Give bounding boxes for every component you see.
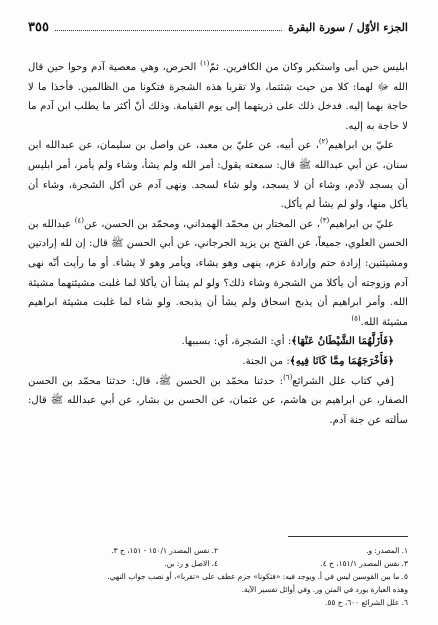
paragraph-4: [في كتاب علل الشرائع$^{(٦)}$: حدثنا محمّد بن الحسن ﷺ، قال: حدثنا محمّد بن الحسن الصفار، عن ابراهيم بن هاشم، عن عثمان، عن الحسن بن بشار، عن أبي عبدالله ﷺ قال: سألته عن جنة آدم.: [28, 373, 408, 426]
footnote-ref: (٥): [351, 314, 361, 323]
main-text: [28, 58, 408, 430]
footnote-ref: (٤): [74, 216, 84, 225]
quran-verse-1: ﴿فَأَزَلَّهُمَا الشَّيْطَانُ عَنْهَا﴾: أي: الشجرة، أي: بسببها.: [181, 335, 394, 348]
header-dots: [55, 22, 282, 31]
running-title: الجزء الأوّل / سورة البقرة: [288, 21, 408, 34]
footnote-ref: (٣): [320, 216, 330, 225]
footnote-ref: (١): [200, 59, 210, 68]
paragraph-1: ابليس حين أبى واستكبر وكان من الكافرين. ثمّ$^{(١)}$ الحرص، وهي معصية آدم وحوا حين قال الله ﷻ لهما: كلا من حيث شئتما، ولا تقربا هذه الشجرة فتكونا من الظالمين. فأخذا ما لا حاجة بهما إليه. فدخل ذلك على ذريتهما إلى يوم القيامة. وذلك أنّ أكثر ما يطلب ابن آدم ما لا حاجة به إليه.: [28, 59, 408, 132]
paragraph-3: عليّ بن ابراهيم$^{(٣)}$، عن المختار بن محمّد الهمداني، ومحمّد بن الحسن، عن$^{(٤)}$ عبدالله بن الحسن العلوي، جميعاً، عن الفتح بن يزيد الجرجاني، عن أبي الحسن ﷺ قال: إن لله إرادتين ومشيئتين: إرادة حتم وإرادة عزم، ينهى وهو يشاء، ويأمر وهو لا يشاء. أو ما رأيت أنّه نهى آدم وزوجته أن يأكلا من الشجرة وشاء ذلك؟ ولو لم يشأ أن يأكلا لما غلبت مشيئتهما مشيئة الله. وأمر ابراهيم أن يذبح اسحاق ولم يشأ أن يذبحه. ولو شاء لما غلبت مشيئة ابراهيم مشيئة الله.$^{(٥)}$: [28, 216, 408, 328]
footnote-5-cont: وهذه العبارة يورد في المتن ور. وفي أوائل تفسير الآية.: [241, 585, 408, 594]
paragraph-2: عليّ بن ابراهيم$^{(٢)}$، عن أبيه، عن عليّ بن معبد، عن واصل بن سليمان، عن عبدالله ابن سنان، عن أبي عبدالله ﷺ قال: سمعته يقول: أمر الله ولم يشأ، وشاء ولم يأمر، أمر ابليس أن يسجد لآدم، وشاء أن لا يسجد، ولو شاء لسجد. ونهى آدم عن أكل الشجرة، وشاء أن يأكل منها، ولو لم يشأ لم يأكل.: [28, 137, 408, 211]
footnotes: [28, 544, 408, 609]
footnote-3: ٣. نفس المصدر ١٥١/١، ح ٤.: [320, 559, 408, 568]
quran-verse-2: ﴿فَأَخْرَجَهُمَا مِمَّا كَانَا فِيهِ﴾: من الجنة.: [242, 354, 394, 367]
footnote-1: ١. المصدر: و.: [366, 546, 408, 555]
footnote-2: ٢. نفس المصدر ١٥٠/١ - ١٥١، ح ٣.: [111, 546, 218, 555]
footnote-4: ٤. الاصل و ر: بن.: [164, 559, 218, 568]
page-number: ٣٥٥: [28, 20, 49, 35]
footnote-ref: (٦): [283, 373, 293, 382]
footnote-rule: [288, 536, 408, 537]
footnote-6: ٦. علل الشرائع ٦٠٠، ح ٥٥.: [325, 598, 408, 607]
footnote-5: ٥. ما بين القوسين ليس في أ. ويوجد فيه: «فتكونا» جزم عطف على «تقربا»، أو نصب جواب النهي.: [107, 572, 408, 581]
footnote-ref: (٢): [318, 137, 329, 146]
page-header: [28, 20, 408, 35]
